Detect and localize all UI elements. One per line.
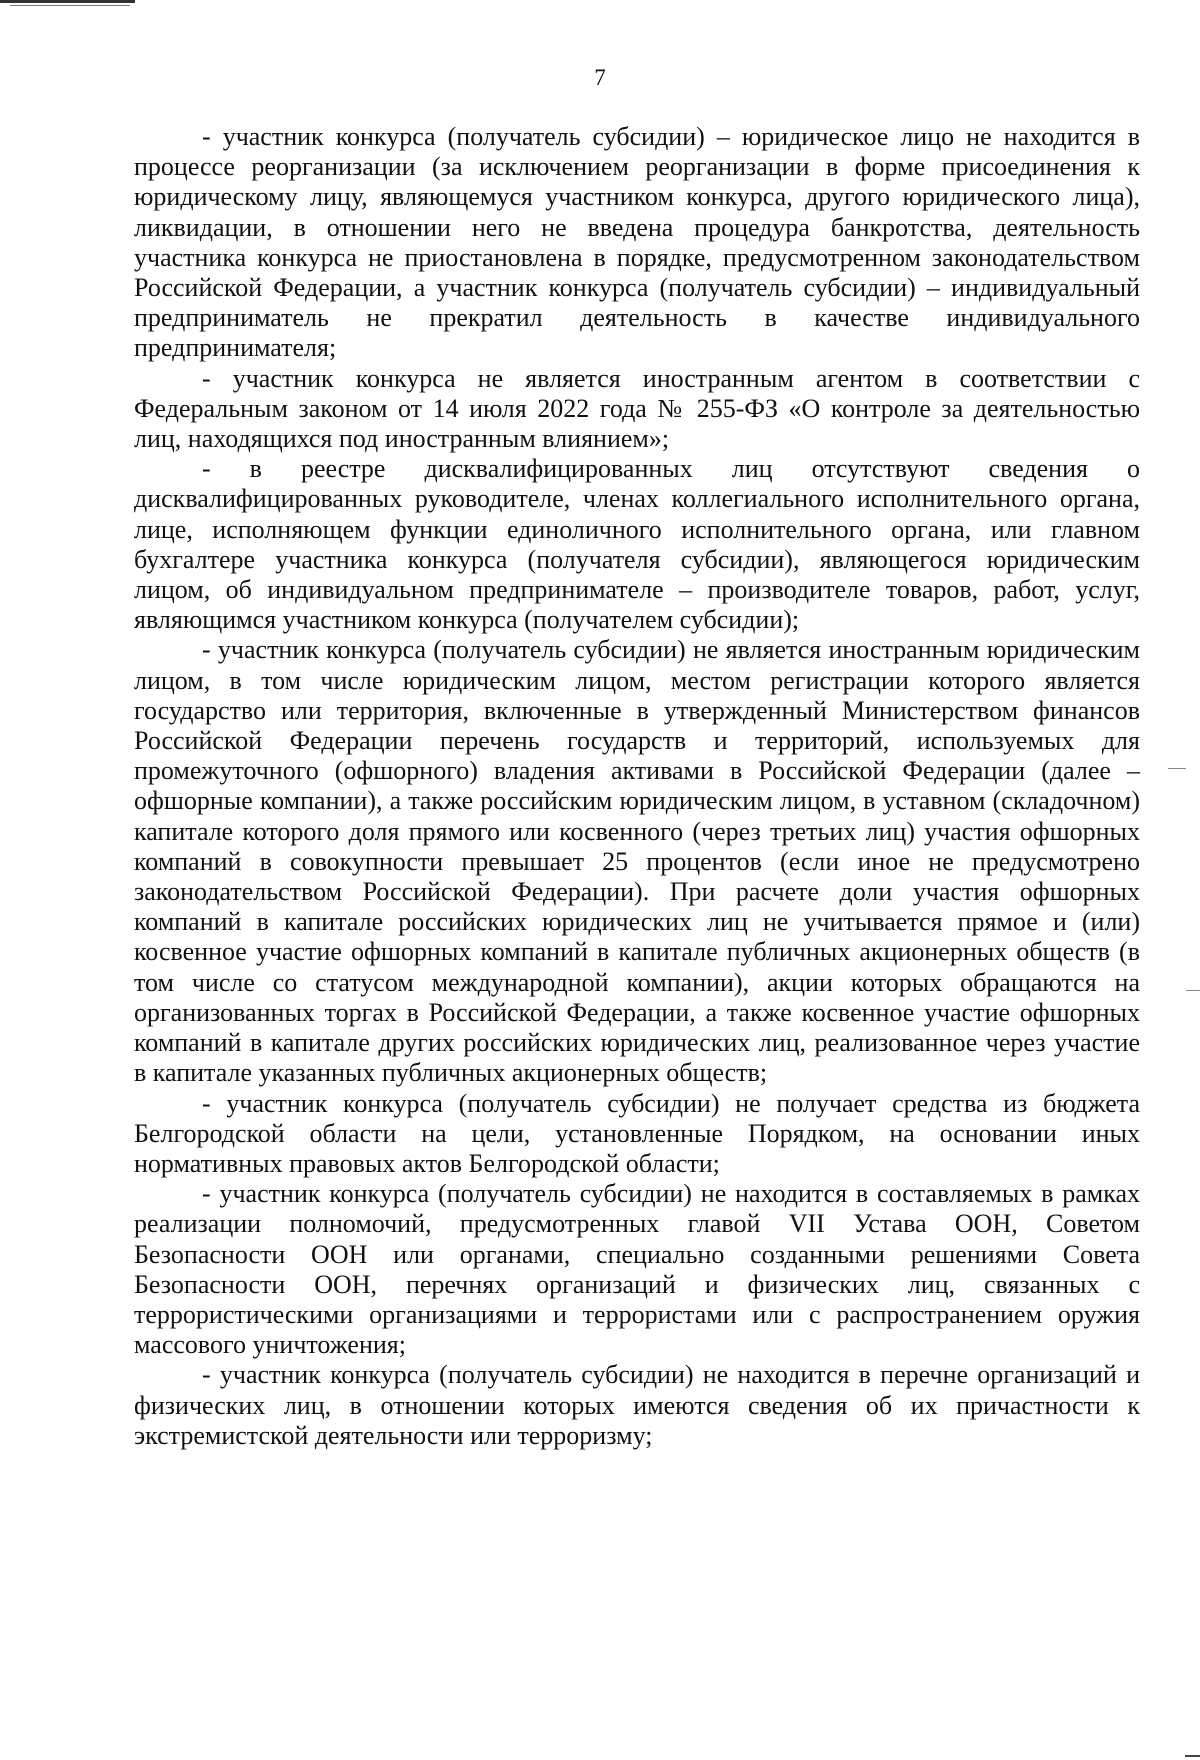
paragraph-offshore-condition: - участник конкурса (получатель субсидии) не является иностранным юридическим лицом, в том числе юридическим лицом, местом регистрации которого является государство или территория, включенные в утвержденный Министерством финансов Российской Федерации перечень государств и территорий, используемых для промежуточного (офшорного) владения активами в Российской Федерации (далее – офшорные компании), а также российским юридическим лицом, в уставном (складочном) капитале которого доля прямого или косвенного (через третьих лиц) участия офшорных компаний в совокупности превышает 25 процентов (если иное не предусмотрено законодательством Российской Федерации). При расчете доли участия офшорных компаний в капитале российских юридических лиц не учитывается прямое и (или) косвенное участие офшорных компаний в капитале публичных акционерных обществ (в том числе со статусом международной компании), акции которых обращаются на организованных торгах в Российской Федерации, а также косвенное участие офшорных компаний в капитале других российских юридических лиц, реализованное через участие в капитале указанных публичных акционерных обществ; [134,635,1140,1088]
document-body [134,122,1140,1451]
paragraph-reorganization-condition: - участник конкурса (получатель субсидии) – юридическое лицо не находится в процессе реорганизации (за исключением реорганизации в форме присоединения к юридическому лицу, являющемуся участником конкурса, другого юридического лица), ликвидации, в отношении него не введена процедура банкротства, деятельность участника конкурса не приостановлена в порядке, предусмотренном законодательством Российской Федерации, а участник конкурса (получатель субсидии) – индивидуальный предприниматель не прекратил деятельность в качестве индивидуального предпринимателя; [134,122,1140,363]
page-number: 7 [594,65,606,90]
paragraph-extremism-condition: - участник конкурса (получатель субсидии) не находится в перечне организаций и физических лиц, в отношении которых имеются сведения об их причастности к экстремистской деятельности или терроризму; [134,1360,1140,1450]
scan-edge-mark-secondary [10,5,130,6]
paragraph-disqualified-persons-condition: - в реестре дисквалифицированных лиц отсутствуют сведения о дисквалифицированных руководителе, членах коллегиального исполнительного органа, лице, исполняющем функции единоличного исполнительного органа, или главном бухгалтере участника конкурса (получателя субсидии), являющегося юридическим лицом, об индивидуальном предпринимателе – производителе товаров, работ, услуг, являющимся участником конкурса (получателем субсидии); [134,454,1140,635]
paragraph-foreign-agent-condition: - участник конкурса не является иностранным агентом в соответствии с Федеральным законом от 14 июля 2022 года № 255-ФЗ «О контроле за деятельностью лиц, находящихся под иностранным влиянием»; [134,363,1140,454]
paragraph-un-sanctions-condition: - участник конкурса (получатель субсидии) не находится в составляемых в рамках реализации полномочий, предусмотренных главой VII Устава ООН, Советом Безопасности ООН или органами, специально созданными решениями Совета Безопасности ООН, перечнях организаций и физических лиц, связанных с террористическими организациями и террористами или с распространением оружия массового уничтожения; [134,1179,1140,1360]
paragraph-budget-funds-condition: - участник конкурса (получатель субсидии) не получает средства из бюджета Белгородской области на цели, установленные Порядком, на основании иных нормативных правовых актов Белгородской области; [134,1088,1140,1178]
scan-speck [1186,990,1200,991]
scan-speck [1168,768,1186,769]
scan-speck [1185,1755,1200,1757]
scan-edge-mark [0,0,135,3]
